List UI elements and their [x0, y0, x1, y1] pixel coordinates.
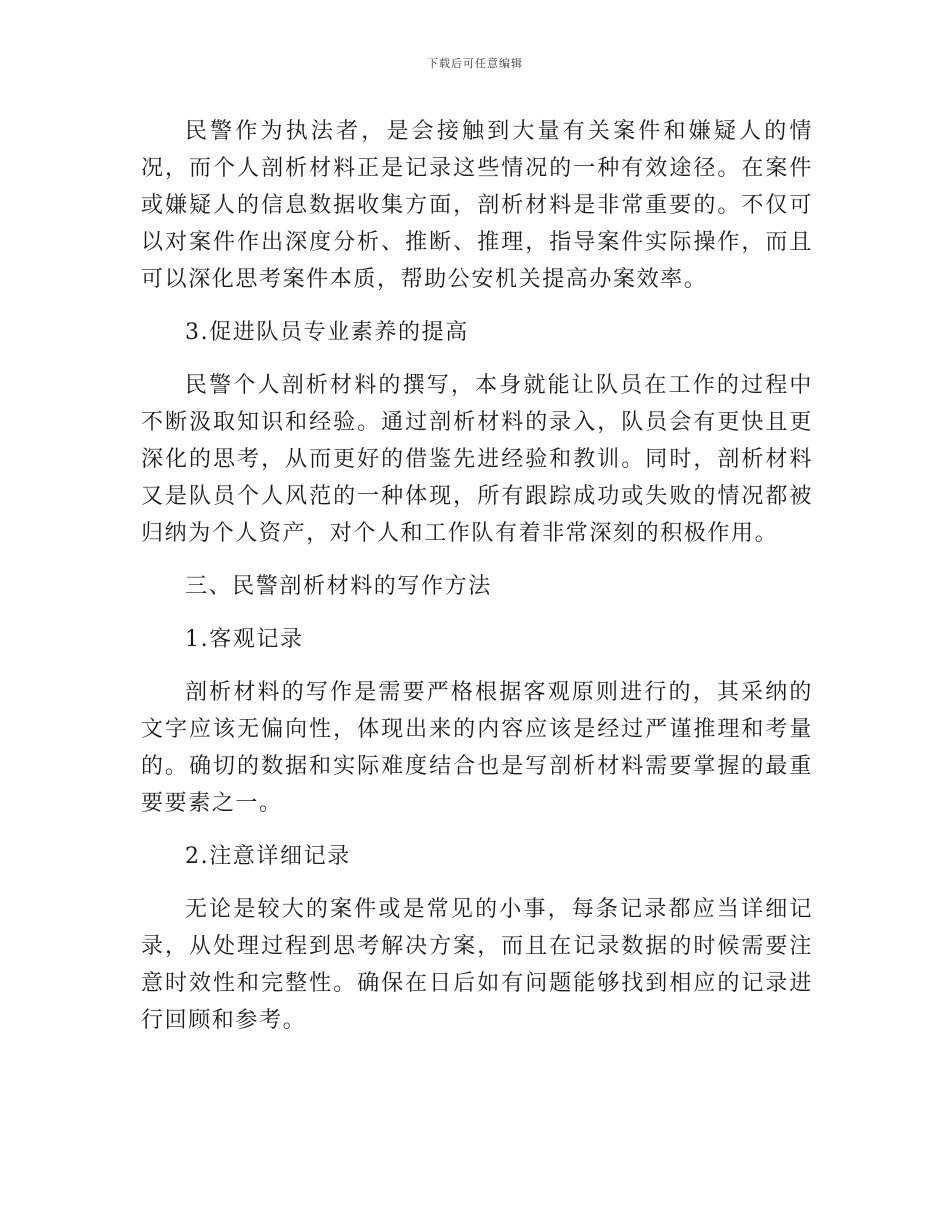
- paragraph-case-info: 民警作为执法者，是会接触到大量有关案件和嫌疑人的情况，而个人剖析材料正是记录这些情况的一种有效途径。在案件或嫌疑人的信息数据收集方面，剖析材料是非常重要的。不仅可以对案件作出深度分析、推断、推理，指导案件实际操作，而且可以深化思考案件本质，帮助公安机关提高办案效率。: [141, 119, 813, 292]
- paragraph-objective-record: 剖析材料的写作是需要严格根据客观原则进行的，其采纳的文字应该无偏向性，体现出来的内容应该是经过严谨推理和考量的。确切的数据和实际难度结合也是写剖析材料需要掌握的最重要要素之一。: [141, 680, 813, 816]
- heading-detailed-record: 2.注意详细记录: [185, 844, 351, 869]
- paragraph-professional-quality: 民警个人剖析材料的撰写，本身就能让队员在工作的过程中不断汲取知识和经验。通过剖析材料的录入，队员会有更快且更深化的思考，从而更好的借鉴先进经验和教训。同时，剖析材料又是队员个人风范的一种体现，所有跟踪成功或失败的情况都被归纳为个人资产，对个人和工作队有着非常深刻的积极作用。: [141, 373, 813, 546]
- spacer: [141, 605, 813, 621]
- paragraph-detailed-record: 无论是较大的案件或是常见的小事，每条记录都应当详细记录，从处理过程到思考解决方案，而且在记录数据的时候需要注意时效性和完整性。确保在日后如有问题能够找到相应的记录进行回顾和参考。: [141, 897, 813, 1033]
- heading-writing-methods: 三、民警剖析材料的写作方法: [185, 574, 492, 599]
- spacer: [141, 552, 813, 568]
- spacer: [141, 351, 813, 367]
- page-header: 下载后可任意编辑: [427, 57, 523, 70]
- spacer: [141, 658, 813, 674]
- spacer: [141, 875, 813, 891]
- spacer: [141, 298, 813, 314]
- heading-objective-record: 1.客观记录: [185, 627, 304, 652]
- heading-professional-quality: 3.促进队员专业素养的提高: [185, 320, 469, 345]
- spacer: [141, 822, 813, 838]
- document-body: [141, 113, 813, 1039]
